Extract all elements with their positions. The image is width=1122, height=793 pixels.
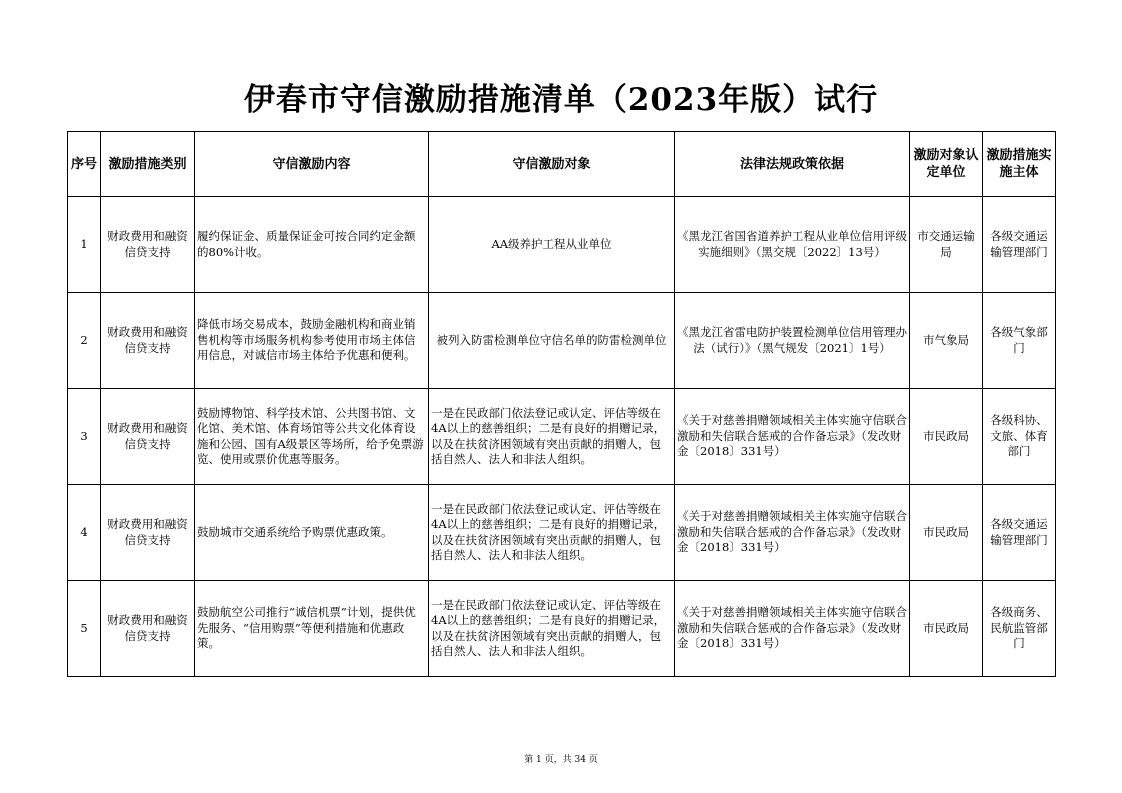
cell-implementer: 各级气象部门 — [983, 293, 1056, 389]
cell-content: 鼓励博物馆、科学技术馆、公共图书馆、文化馆、美术馆、体育场馆等公共文化体育设施和公园、国有A级景区等场所，给予免票游览、使用或票价优惠等服务。 — [195, 389, 429, 485]
cell-implementer: 各级交通运输管理部门 — [983, 485, 1056, 581]
cell-target: 被列入防雷检测单位守信名单的防雷检测单位 — [429, 293, 675, 389]
cell-index: 1 — [68, 197, 101, 293]
cell-target: AA级养护工程从业单位 — [429, 197, 675, 293]
cell-basis: 《黑龙江省国省道养护工程从业单位信用评级实施细则》（黑交规〔2022〕13号） — [675, 197, 910, 293]
cell-index: 2 — [68, 293, 101, 389]
header-certifier: 激励对象认定单位 — [910, 132, 983, 197]
header-index: 序号 — [68, 132, 101, 197]
table-row — [68, 581, 1056, 677]
page-number: 第 1 页，共 34 页 — [524, 755, 598, 765]
cell-category: 财政费用和融资信贷支持 — [101, 293, 195, 389]
table-row — [68, 485, 1056, 581]
cell-category: 财政费用和融资信贷支持 — [101, 581, 195, 677]
cell-content: 鼓励城市交通系统给予购票优惠政策。 — [195, 485, 429, 581]
cell-target: 一是在民政部门依法登记或认定、评估等级在4A以上的慈善组织；二是有良好的捐赠记录，以及在扶贫济困领域有突出贡献的捐赠人，包括自然人、法人和非法人组织。 — [429, 389, 675, 485]
cell-implementer: 各级商务、民航监管部门 — [983, 581, 1056, 677]
cell-target: 一是在民政部门依法登记或认定、评估等级在4A以上的慈善组织；二是有良好的捐赠记录，以及在扶贫济困领域有突出贡献的捐赠人，包括自然人、法人和非法人组织。 — [429, 581, 675, 677]
cell-certifier: 市民政局 — [910, 389, 983, 485]
cell-certifier: 市气象局 — [910, 293, 983, 389]
cell-index: 3 — [68, 389, 101, 485]
cell-category: 财政费用和融资信贷支持 — [101, 389, 195, 485]
cell-index: 4 — [68, 485, 101, 581]
table-row — [68, 293, 1056, 389]
page-title: 伊春市守信激励措施清单（2023年版）试行 — [243, 82, 879, 118]
table-row — [68, 197, 1056, 293]
header-basis: 法律法规政策依据 — [675, 132, 910, 197]
table-row — [68, 389, 1056, 485]
cell-implementer: 各级交通运输管理部门 — [983, 197, 1056, 293]
cell-basis: 《黑龙江省雷电防护装置检测单位信用管理办法（试行）》（黑气规发〔2021〕1号） — [675, 293, 910, 389]
cell-certifier: 市交通运输局 — [910, 197, 983, 293]
cell-content: 降低市场交易成本，鼓励金融机构和商业销售机构等市场服务机构参考使用市场主体信用信息，对诚信市场主体给予优惠和便利。 — [195, 293, 429, 389]
cell-certifier: 市民政局 — [910, 581, 983, 677]
incentive-table — [67, 131, 1056, 677]
header-target: 守信激励对象 — [429, 132, 675, 197]
header-content: 守信激励内容 — [195, 132, 429, 197]
header-implementer: 激励措施实施主体 — [983, 132, 1056, 197]
cell-category: 财政费用和融资信贷支持 — [101, 197, 195, 293]
cell-implementer: 各级科协、文旅、体育部门 — [983, 389, 1056, 485]
header-category: 激励措施类别 — [101, 132, 195, 197]
cell-content: 鼓励航空公司推行“诚信机票”计划，提供优先服务、“信用购票”等便利措施和优惠政策。 — [195, 581, 429, 677]
cell-basis: 《关于对慈善捐赠领域相关主体实施守信联合激励和失信联合惩戒的合作备忘录》（发改财金〔2018〕331号） — [675, 581, 910, 677]
cell-category: 财政费用和融资信贷支持 — [101, 485, 195, 581]
table-header-row — [68, 132, 1056, 197]
cell-certifier: 市民政局 — [910, 485, 983, 581]
cell-content: 履约保证金、质量保证金可按合同约定金额的80%计收。 — [195, 197, 429, 293]
cell-basis: 《关于对慈善捐赠领域相关主体实施守信联合激励和失信联合惩戒的合作备忘录》（发改财金〔2018〕331号） — [675, 485, 910, 581]
cell-basis: 《关于对慈善捐赠领域相关主体实施守信联合激励和失信联合惩戒的合作备忘录》（发改财金〔2018〕331号） — [675, 389, 910, 485]
cell-target: 一是在民政部门依法登记或认定、评估等级在4A以上的慈善组织；二是有良好的捐赠记录，以及在扶贫济困领域有突出贡献的捐赠人，包括自然人、法人和非法人组织。 — [429, 485, 675, 581]
cell-index: 5 — [68, 581, 101, 677]
